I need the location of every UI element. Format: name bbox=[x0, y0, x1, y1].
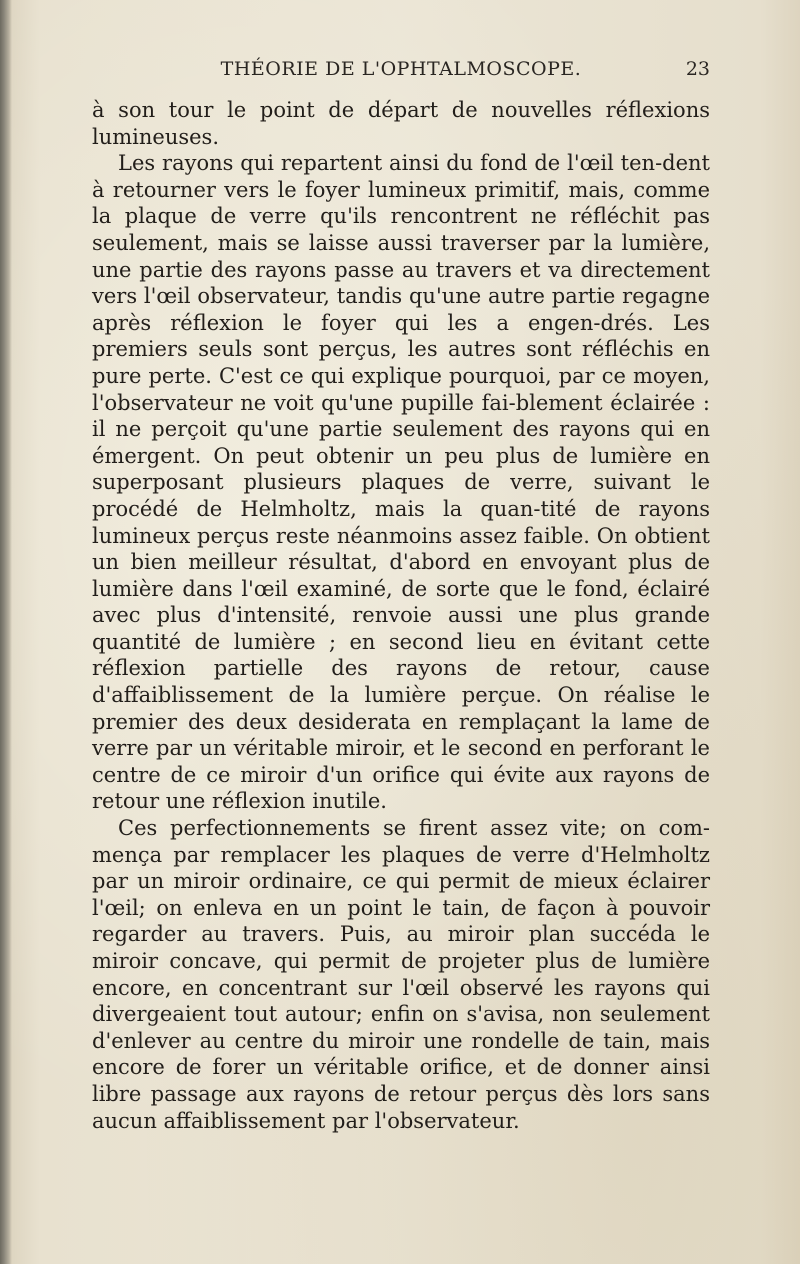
paragraph: à son tour le point de départ de nouvelles réflexions lumineuses. bbox=[92, 98, 710, 149]
paragraph: Ces perfectionnements se firent assez vite; on com-mença par remplacer les plaques de verre d'Helmholtz par un miroir ordinaire, ce qui permit de mieux éclairer l'œil; on enleva en un point le tain, de façon à pouvoir regarder au travers. Puis, au miroir plan succéda le miroir concave, qui permit de projeter plus de lumière encore, en concentrant sur l'œil observé les rayons qui divergeaient tout autour; enfin on s'avisa, non seulement d'enlever au centre du miroir une rondelle de tain, mais encore de forer un véritable orifice, et de donner ainsi libre passage aux rayons de retour perçus dès lors sans aucun affaiblissement par l'observateur. bbox=[92, 816, 710, 1133]
running-title: THÉORIE DE L'OPHTALMOSCOPE. bbox=[220, 58, 582, 80]
page-number: 23 bbox=[685, 58, 710, 80]
page-header bbox=[92, 58, 710, 88]
paragraph: Les rayons qui repartent ainsi du fond de l'œil ten-dent à retourner vers le foyer lumineux primitif, mais, comme la plaque de verre qu'ils rencontrent ne réfléchit pas seulement, mais se laisse aussi traverser par la lumière, une partie des rayons passe au travers et va directement vers l'œil observateur, tandis qu'une autre partie regagne après réflexion le foyer qui les a engen-drés. Les premiers seuls sont perçus, les autres sont réfléchis en pure perte. C'est ce qui explique pourquoi, par ce moyen, l'observateur ne voit qu'une pupille fai-blement éclairée : il ne perçoit qu'une partie seulement des rayons qui en émergent. On peut obtenir un peu plus de lumière en superposant plusieurs plaques de verre, suivant le procédé de Helmholtz, mais la quan-tité de rayons lumineux perçus reste néanmoins assez faible. On obtient un bien meilleur résultat, d'abord en envoyant plus de lumière dans l'œil examiné, de sorte que le fond, éclairé avec plus d'intensité, renvoie aussi une plus grande quantité de lumière ; en second lieu en évitant cette réflexion partielle des rayons de retour, cause d'affaiblissement de la lumière perçue. On réalise le premier des deux desiderata en remplaçant la lame de verre par un véritable miroir, et le second en perforant le centre de ce miroir d'un orifice qui évite aux rayons de retour une réflexion inutile. bbox=[92, 151, 710, 814]
page-binding-edge bbox=[0, 0, 12, 1264]
body-text bbox=[92, 97, 710, 1134]
